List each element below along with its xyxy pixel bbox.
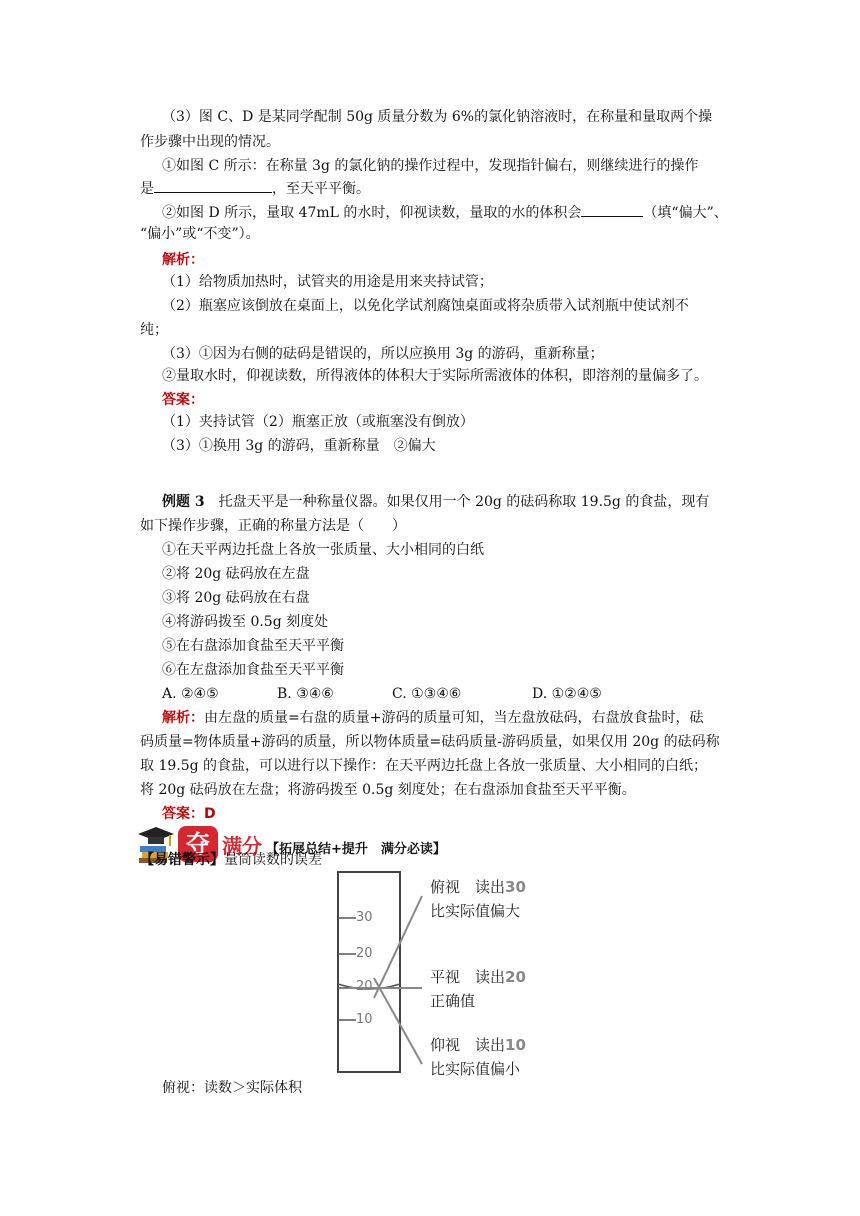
analysis3-line-4: 将 20g 砝码放在左盘；将游码拨至 0.5g 刻度处；在右盘添加食盐至天平平衡。	[140, 782, 636, 798]
top-view-read: 读出	[475, 878, 506, 896]
tick-30: 30	[356, 910, 373, 925]
q1-prefix: 是	[140, 181, 154, 197]
option-a: A. ②④⑤	[162, 686, 219, 702]
example3-stem-2: 如下操作步骤，正确的称量方法是（ ）	[140, 518, 406, 534]
level-view-num: 20	[505, 968, 526, 986]
level-view-read: 读出	[475, 968, 506, 986]
q2-suffix: （填“偏大”、	[643, 205, 728, 221]
level-view-note: 正确值	[430, 992, 476, 1010]
analysis1-line-2: （2）瓶塞应该倒放在桌面上，以免化学试剂腐蚀桌面或将杂质带入试剂瓶中使试剂不	[162, 298, 689, 314]
bottom-view-read: 读出	[475, 1036, 506, 1054]
analysis1-line-5: ②量取水时，仰视读数，所得液体的体积大于实际所需液体的体积，即溶剂的量偏多了。	[162, 368, 708, 384]
analysis1-line-1: （1）给物质加热时，试管夹的用途是用来夹持试管；	[162, 274, 493, 290]
level-view-word: 平视	[430, 968, 461, 986]
answer3-line	[162, 804, 762, 824]
option-b: B. ③④⑥	[277, 686, 334, 702]
analysis1-heading	[162, 250, 762, 270]
top-view-num: 30	[505, 878, 526, 896]
warning-label: 【易错警示】	[140, 852, 224, 868]
example3-stem-1	[162, 492, 762, 512]
banner-subtitle: 【拓展总结+提升 满分必读】	[266, 842, 446, 857]
step-2: ②将 20g 砝码放在左盘	[162, 566, 310, 582]
bottom-view-note: 比实际值偏小	[430, 1060, 521, 1078]
tick-10: 10	[356, 1012, 373, 1027]
analysis3-text: 由左盘的质量=右盘的质量+游码的质量可知，当左盘放砝码，右盘放食盐时，砝	[204, 710, 704, 726]
level-view-label	[430, 966, 526, 987]
top-view-word: 俯视	[430, 878, 461, 896]
part3-q2-a	[162, 202, 762, 223]
analysis3-line-3: 取 19.5g 的食盐，可以进行以下操作：在天平两边托盘上各放一张质量、大小相同的白纸；	[140, 758, 708, 774]
answer3-value: D	[204, 806, 216, 822]
analysis3-line-1	[162, 708, 762, 728]
tick-20: 20	[356, 979, 373, 994]
bottom-view-word: 仰视	[430, 1036, 461, 1054]
example-stem-text: 托盘天平是一种称量仪器。如果仅用一个 20g 的砝码称取 19.5g 的食盐，现有	[204, 494, 710, 510]
option-c: C. ①③④⑥	[392, 686, 462, 702]
step-1: ①在天平两边托盘上各放一张质量、大小相同的白纸	[162, 542, 484, 558]
banner-title: 满分	[222, 834, 262, 858]
tick-20-upper: 20	[356, 946, 373, 961]
analysis1-line-3: 纯；	[140, 322, 168, 338]
q2-prefix: ②如图 D 所示，量取 47mL 的水时，仰视读数，量取的水的体积会	[162, 205, 582, 221]
graduated-cylinder-icon	[334, 868, 424, 1078]
analysis-colon: ：	[190, 252, 204, 268]
q1-suffix: ，至天平平衡。	[272, 181, 370, 197]
duo-badge: 夺	[178, 826, 218, 862]
part3-q2-b: “偏小”或“不变”）。	[140, 226, 260, 242]
step-4: ④将游码拨至 0.5g 刻度处	[162, 614, 329, 630]
example-label: 例题 3	[162, 494, 205, 510]
warning-heading	[140, 850, 322, 870]
footer-note: 俯视：读数＞实际体积	[162, 1080, 302, 1096]
part3-q1-a: ①如图 C 所示：在称量 3g 的氯化钠的操作过程中，发现指针偏右，则继续进行的操作	[162, 158, 699, 174]
step-5: ⑤在右盘添加食盐至天平平衡	[162, 638, 344, 654]
answer-label: 答案：	[162, 392, 204, 408]
top-view-note: 比实际值偏大	[430, 902, 521, 920]
part3-intro-1: （3）图 C、D 是某同学配制 50g 质量分数为 6%的氯化钠溶液时，在称量和量取两个操	[162, 109, 713, 125]
answer3-label: 答案：	[162, 806, 204, 822]
options-row	[162, 684, 762, 704]
step-3: ③将 20g 砝码放在右盘	[162, 590, 310, 606]
bottom-view-num: 10	[505, 1036, 526, 1054]
option-d: D. ①②④⑤	[532, 686, 602, 702]
part3-q1-b	[140, 178, 740, 199]
bottom-view-label	[430, 1034, 526, 1055]
answer1-line-1: （1）夹持试管（2）瓶塞正放（或瓶塞没有倒放）	[162, 414, 474, 430]
analysis-label: 解析	[162, 252, 190, 268]
analysis3-line-2: 码质量=物体质量+游码的质量，所以物体质量=砝码质量-游码质量，如果仅用 20g 的砝码称	[140, 734, 720, 750]
analysis1-line-4: （3）①因为右侧的砝码是错误的，所以应换用 3g 的游码，重新称量；	[162, 346, 604, 362]
answer-blank-1	[154, 178, 272, 193]
answer1-heading	[162, 390, 762, 410]
step-6: ⑥在左盘添加食盐至天平平衡	[162, 662, 344, 678]
answer-blank-2	[581, 202, 643, 217]
part3-intro-2: 作步骤中出现的情况。	[140, 134, 280, 150]
answer1-line-2: （3）①换用 3g 的游码，重新称量 ②偏大	[162, 438, 436, 454]
analysis3-label: 解析：	[162, 710, 204, 726]
warning-text: 量筒读数的误差	[224, 852, 322, 868]
top-view-label	[430, 876, 526, 897]
